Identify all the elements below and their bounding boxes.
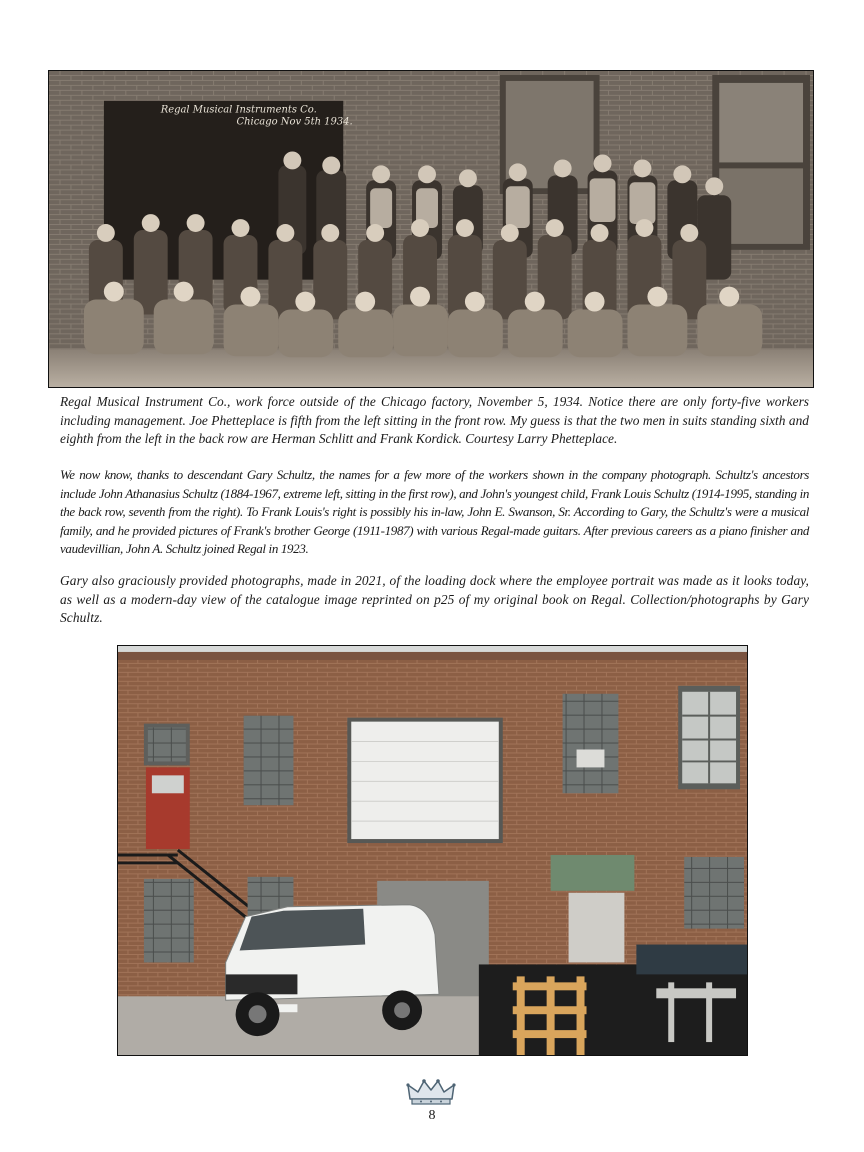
photo-inscription-line1: Regal Musical Instruments Co. bbox=[160, 104, 317, 116]
page-number: 8 bbox=[428, 1108, 436, 1123]
loading-dock-photo-art bbox=[118, 646, 747, 1055]
workforce-photo-1934 bbox=[48, 70, 814, 388]
crown-icon bbox=[406, 1077, 456, 1107]
photo-caption: Regal Musical Instrument Co., work force outside of the Chicago factory, November 5, 1934. Notice there are only forty-five workers including management. Joe Phetteplace is fifth from the left sitting in the front row. My guess is that the two men in suits standing sixth and eighth from the left in the back row are Herman Schlitt and Frank Kordick. Courtesy Larry Phetteplace. bbox=[60, 394, 809, 447]
loading-dock-photo-2021 bbox=[117, 645, 748, 1056]
body-paragraph-loading-dock: Gary also graciously provided photographs, made in 2021, of the loading dock where the employee portrait was made as it looks today, as well as a modern-day view of the catalogue image reprinted on p25 of my original book on Regal. Collection/photographs by Gary Schultz. bbox=[60, 573, 809, 626]
photo-inscription-line2: Chicago Nov 5th 1934. bbox=[236, 116, 353, 128]
body-paragraph-schultz: We now know, thanks to descendant Gary Schultz, the names for a few more of the workers shown in the company photograph. Schultz's ancestors include John Athanasius Schultz (1884-1967, extreme left, sitting in the first row), and John's youngest child, Frank Louis Schultz (1914-1995, standing in the back row, seventh from the right). To Frank Louis's right is possibly his in-law, John E. Swanson, Sr. According to Gary, the Schultz's were a musical family, and he provided pictures of Frank's brother George (1911-1987) with various Regal-made guitars. After previous careers as a piano finisher and vaudevillian, John A. Schultz joined Regal in 1923. bbox=[60, 467, 809, 557]
workforce-photo-art bbox=[49, 71, 813, 387]
